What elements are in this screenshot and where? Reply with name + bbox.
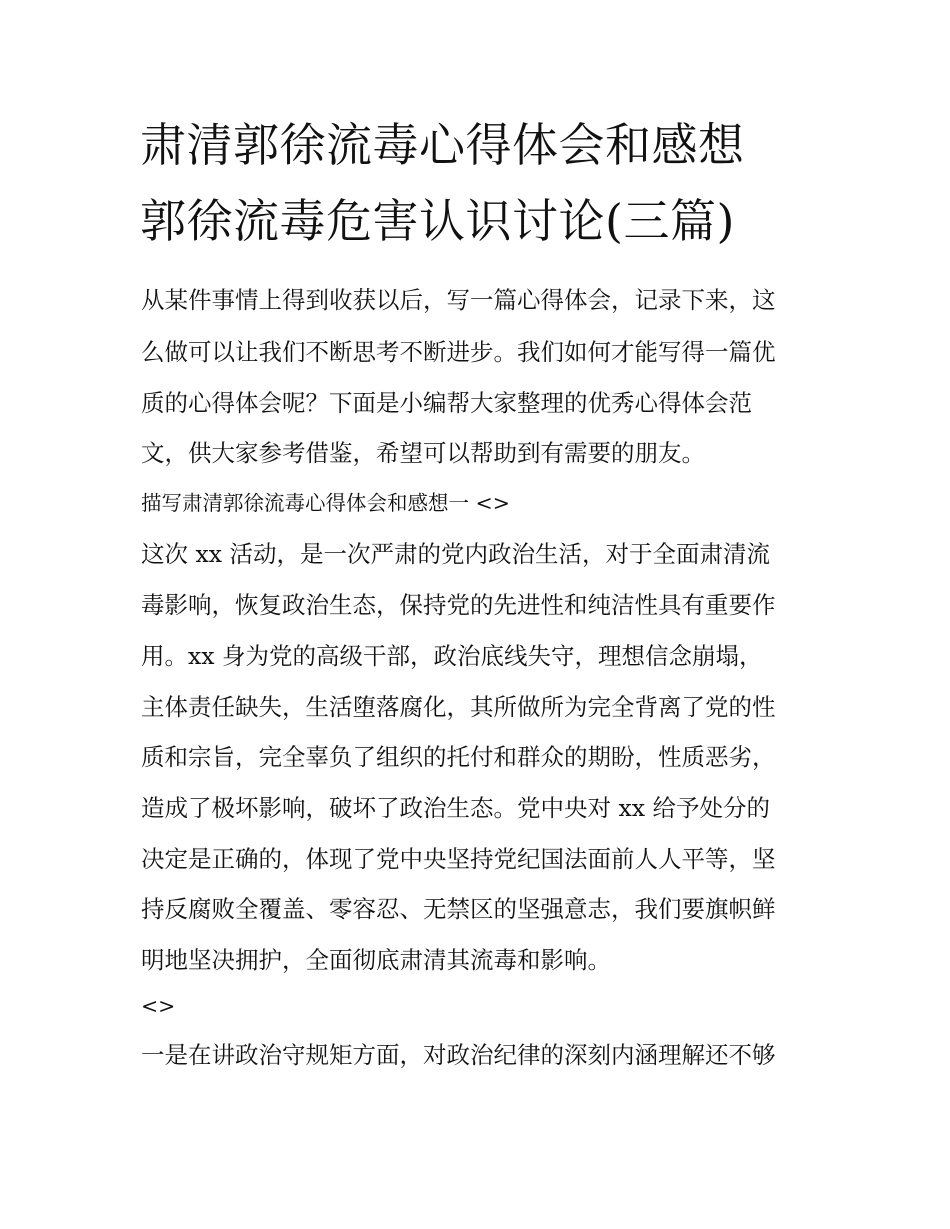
body-line-9: 明地坚决拥护，全面彻底肃清其流毒和影响。 [141,946,611,974]
body-line-3: 用。xx 身为党的高级干部，政治底线失守，理想信念崩塌， [141,642,763,670]
body-line-6: 造成了极坏影响，破坏了政治生态。党中央对 xx 给予处分的 [141,794,770,822]
intro-line-4: 文，供大家参考借鉴，希望可以帮助到有需要的朋友。 [141,439,705,467]
document-title-line-2: 郭徐流毒危害认识讨论(三篇) [140,194,735,248]
body-line-5: 质和宗旨，完全辜负了组织的托付和群众的期盼，性质恶劣， [141,743,776,771]
separator-text: <> [141,994,176,1018]
intro-line-2: 么做可以让我们不断思考不断进步。我们如何才能写得一篇优 [141,338,776,366]
section-heading: 描写肃清郭徐流毒心得体会和感想一 <> [141,491,510,515]
intro-line-3: 质的心得体会呢？下面是小编帮大家整理的优秀心得体会范 [141,389,752,417]
body-line-8: 持反腐败全覆盖、零容忍、无禁区的坚强意志，我们要旗帜鲜 [141,895,776,923]
body-line-1: 这次 xx 活动，是一次严肃的党内政治生活，对于全面肃清流 [141,540,770,568]
body-line-4: 主体责任缺失，生活堕落腐化，其所做所为完全背离了党的性 [141,693,776,721]
body-line-7: 决定是正确的，体现了党中央坚持党纪国法面前人人平等，坚 [141,845,776,873]
body-line-last: 一是在讲政治守规矩方面，对政治纪律的深刻内涵理解还不够 [141,1041,776,1069]
body-line-2: 毒影响，恢复政治生态，保持党的先进性和纯洁性具有重要作 [141,591,776,619]
intro-line-1: 从某件事情上得到收获以后，写一篇心得体会，记录下来，这 [141,286,776,314]
document-title-line-1: 肃清郭徐流毒心得体会和感想 [140,118,745,172]
